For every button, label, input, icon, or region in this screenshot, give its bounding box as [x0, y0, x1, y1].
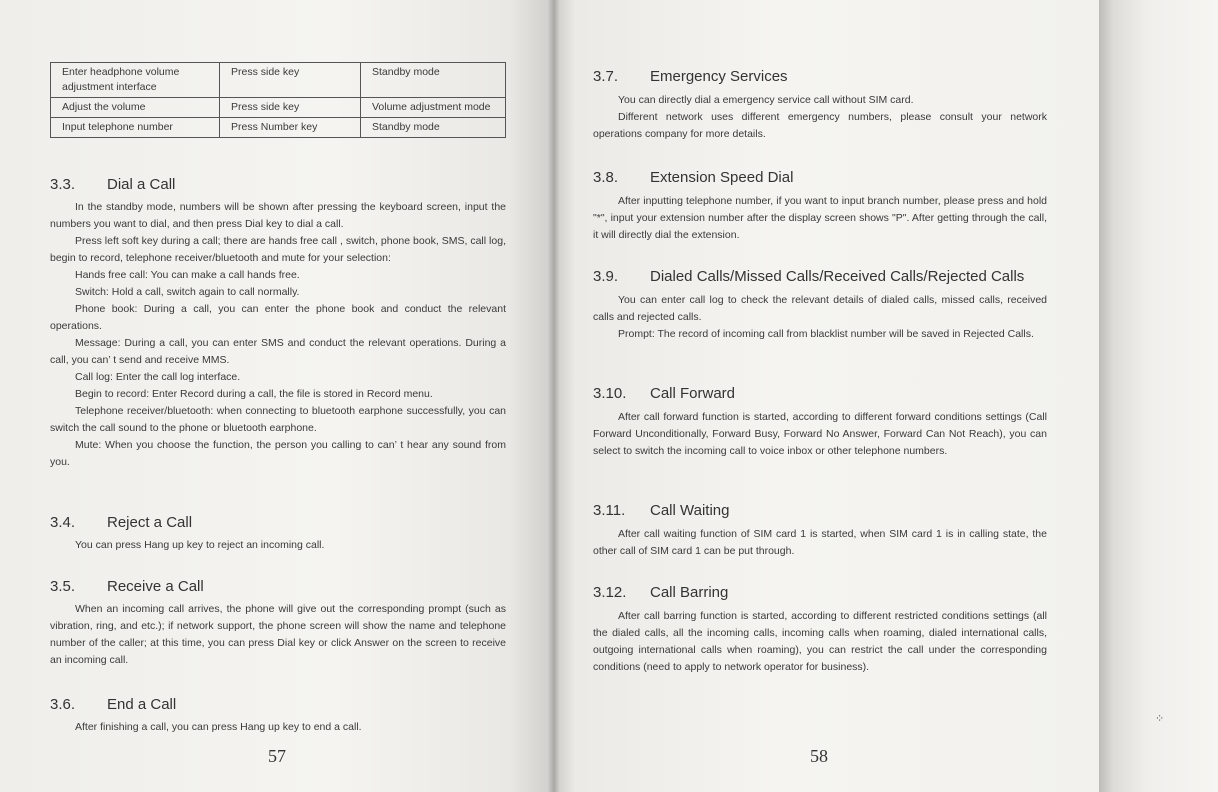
section-heading: 3.7. Emergency Services	[593, 68, 788, 85]
section-heading: 3.9. Dialed Calls/Missed Calls/Received Calls/Rejected Calls	[593, 268, 1025, 285]
paragraph: After finishing a call, you can press Hang up key to end a call.	[75, 721, 362, 733]
paragraph: Telephone receiver/bluetooth: when connecting to bluetooth earphone successfully, you can switch the call sound to the phone or bluetooth earphone.	[50, 405, 506, 434]
section-call-forward	[593, 385, 1047, 460]
paragraph: You can directly dial a emergency service call without SIM card.	[618, 94, 914, 106]
paragraph: After call barring function is started, according to different restricted conditions settings (all the dialed calls, all the incoming calls, incoming calls when roaming, dialed international calls, outgoing international calls when roaming), you can restrict the call under the corresponding conditions (need to apply to network operator for business).	[593, 610, 1047, 673]
table-row	[51, 63, 506, 98]
paragraph: After inputting telephone number, if you want to input branch number, please press and hold "*", input your extension number after the display screen shows "P". After getting through the call, it will directly dial the extension.	[593, 195, 1047, 241]
paragraph: After call waiting function of SIM card 1 is started, when SIM card 1 is in calling state, the other call of SIM card 1 can be put through.	[593, 528, 1047, 557]
paragraph: Mute: When you choose the function, the person you calling to can’ t hear any sound from you.	[50, 439, 506, 468]
table-row	[51, 118, 506, 138]
section-heading: 3.3. Dial a Call	[50, 176, 176, 193]
section-call-waiting	[593, 502, 1047, 560]
table-cell: Volume adjustment mode	[361, 98, 506, 118]
section-emergency-services	[593, 68, 1047, 143]
page-edge-background	[1099, 0, 1218, 792]
table-row	[51, 98, 506, 118]
paragraph: You can press Hang up key to reject an incoming call.	[75, 539, 325, 551]
section-heading: 3.4. Reject a Call	[50, 514, 193, 531]
key-function-table	[50, 62, 506, 138]
section-reject-a-call	[50, 514, 506, 554]
section-heading: 3.6. End a Call	[50, 696, 177, 713]
paragraph: Press left soft key during a call; there are hands free call , switch, phone book, SMS, call log, begin to record, telephone receiver/bluetooth and mute for your selection:	[50, 235, 506, 264]
table-cell: Standby mode	[361, 63, 506, 98]
paragraph: Switch: Hold a call, switch again to call normally.	[75, 286, 300, 298]
paragraph: Hands free call: You can make a call hands free.	[75, 269, 300, 281]
section-heading: 3.5. Receive a Call	[50, 578, 204, 595]
paragraph: When an incoming call arrives, the phone will give out the corresponding prompt (such as vibration, ring, and etc.); if network support, the phone screen will show the name and telephone number of the caller; at this time, you can press Dial key or click Answer on the screen to receive an incoming call.	[50, 603, 506, 666]
paragraph: After call forward function is started, according to different forward conditions settings (Call Forward Unconditionally, Forward Busy, Forward No Answer, Forward Can Not Reach), you can select to switch the incoming call to voice inbox or other telephone numbers.	[593, 411, 1047, 457]
table-cell: Press side key	[220, 63, 361, 98]
section-call-logs	[593, 268, 1047, 343]
table-cell: Adjust the volume	[51, 98, 220, 118]
section-call-barring	[593, 584, 1047, 676]
paragraph: Message: During a call, you can enter SMS and conduct the relevant operations. During a call, you can’ t send and receive MMS.	[50, 337, 506, 366]
page-number: 58	[810, 746, 828, 766]
table-cell: Enter headphone volume adjustment interface	[51, 63, 220, 98]
paragraph: Phone book: During a call, you can enter the phone book and conduct the relevant operations.	[50, 303, 506, 332]
paragraph: Prompt: The record of incoming call from blacklist number will be saved in Rejected Calls.	[618, 328, 1034, 340]
left-page	[0, 0, 553, 792]
paragraph: Different network uses different emergency numbers, please consult your network operations company for more details.	[593, 111, 1047, 140]
dust-speck: ⁘	[1155, 713, 1165, 725]
section-dial-a-call	[50, 176, 506, 471]
table-cell: Standby mode	[361, 118, 506, 138]
right-page	[553, 0, 1099, 792]
section-heading: 3.8. Extension Speed Dial	[593, 169, 794, 186]
table-cell: Press Number key	[220, 118, 361, 138]
paragraph: You can enter call log to check the relevant details of dialed calls, missed calls, received calls and rejected calls.	[593, 294, 1047, 323]
page-number: 57	[268, 746, 286, 766]
book-spine-shadow	[548, 0, 560, 792]
table-cell: Input telephone number	[51, 118, 220, 138]
section-heading: 3.11. Call Waiting	[593, 502, 730, 519]
paragraph: In the standby mode, numbers will be shown after pressing the keyboard screen, input the numbers you want to dial, and then press Dial key to dial a call.	[50, 201, 506, 230]
table-cell: Press side key	[220, 98, 361, 118]
paragraph: Call log: Enter the call log interface.	[75, 371, 241, 383]
section-end-a-call	[50, 696, 506, 736]
section-heading: 3.10. Call Forward	[593, 385, 736, 402]
section-heading: 3.12. Call Barring	[593, 584, 729, 601]
section-extension-speed-dial	[593, 169, 1047, 244]
left-page-content	[50, 62, 506, 733]
section-receive-a-call	[50, 578, 506, 669]
paragraph: Begin to record: Enter Record during a call, the file is stored in Record menu.	[75, 388, 433, 400]
